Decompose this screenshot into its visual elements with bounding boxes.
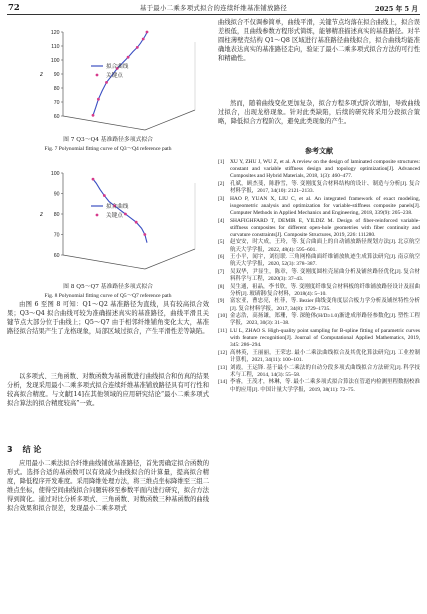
x-axis-line bbox=[63, 116, 145, 130]
section-title: 结 论 bbox=[22, 445, 42, 454]
key-point-marker bbox=[103, 194, 106, 197]
z-tick-label: 60 bbox=[53, 114, 60, 120]
figure-7-caption-en: Fig. 7 Polynomial fitting curve of Q3～Q4 reference path bbox=[44, 146, 172, 152]
reference-item bbox=[218, 254, 420, 268]
key-point-marker bbox=[124, 213, 127, 216]
z-tick-label: 70 bbox=[53, 232, 60, 239]
y-axis-line bbox=[145, 110, 195, 130]
reference-text: SHAFIGHFARD T, DEMIR E, YILDIZ M. Design of fiber-reinforced variable-stiffness composites for different open-hole geometries with fiber continuity and curvature constraints[J]. Composite Structures, 2019, 226: 111280. bbox=[230, 217, 420, 238]
reference-number: [14] bbox=[218, 379, 228, 386]
reference-number: [4] bbox=[218, 217, 225, 224]
legend-key-label: 关键点 bbox=[106, 213, 123, 219]
reference-item bbox=[218, 328, 420, 349]
section-number: 3 bbox=[7, 445, 13, 454]
reference-list bbox=[218, 159, 420, 394]
reference-item bbox=[218, 284, 420, 298]
reference-text: 吴生通，祖晶，李书欣，等. 变刚度纤维复合材料板的纤维铺放路径设计及屈曲分析[J]. 玻璃钢/复合材料，2018(4): 5–10. bbox=[230, 283, 420, 297]
right-column bbox=[218, 18, 420, 612]
reference-item bbox=[218, 269, 420, 283]
key-point-marker bbox=[136, 46, 139, 49]
z-tick-label: 100 bbox=[50, 171, 60, 177]
reference-text: 吴双华，尹显生，陈章，等. 变刚度圆柱壳屈曲分析及铺丝路径优化[J]. 复合材料科学与工程，2020(3): 37–43. bbox=[230, 268, 420, 283]
z-tick-label: 60 bbox=[53, 253, 60, 259]
body-paragraph-1: 由图 6 至图 8 可知：Q1～Q2 基准路径为直线，具有较高拟合效果；Q3～Q4 拟合曲线可较为准确描述真实的基准路径，曲线平滑且关键节点大部分位于曲线上；Q5～Q7 由于相邻纤维铺角变化太大，基准路径拟合结果产生了龙格现象，局部区域过拟合，产生平滑性差等缺陷。 bbox=[7, 301, 209, 336]
reference-number: [1] bbox=[218, 159, 225, 165]
legend-key-label: 关键点 bbox=[106, 73, 123, 79]
reference-number: [3] bbox=[218, 195, 225, 202]
reference-item bbox=[218, 218, 420, 239]
figure-7-chart bbox=[7, 18, 209, 144]
key-point-marker bbox=[143, 233, 146, 236]
z-axis-label: z bbox=[40, 72, 43, 78]
y-axis-line bbox=[145, 249, 195, 269]
legend-fit-label: 拟合曲线 bbox=[106, 64, 129, 70]
reference-item bbox=[218, 159, 420, 180]
key-point-marker bbox=[105, 81, 108, 84]
legend-fit-label: 拟合曲线 bbox=[106, 204, 129, 210]
z-tick-label: 120 bbox=[50, 30, 60, 36]
reference-text: 王小平，闻宇，刘衍联. 三角网格曲面纤维铺放轨迹生成算法研究[J]. 南京航空航天大学学报，2020, 52(3): 378–387. bbox=[230, 254, 420, 268]
reference-text: XU Y, ZHU J, WU Z, et al. A review on the design of laminated composite structures: constant and variable stiffness design and topology optimization[J]. Advanced Composites and Hybrid Materials, 2018, 1(3): 460–477. bbox=[230, 159, 420, 180]
page-header bbox=[0, 0, 427, 16]
figure-8-caption-zh: 图 8 Q5～Q7 基准路径多项式拟合 bbox=[63, 284, 153, 290]
key-point-marker bbox=[135, 221, 138, 224]
z-tick-label: 90 bbox=[53, 191, 60, 198]
reference-number: [13] bbox=[218, 364, 228, 371]
figure-7 bbox=[7, 18, 209, 163]
key-point-marker bbox=[92, 178, 95, 181]
page-number: 72 bbox=[8, 3, 20, 13]
z-tick-label: 80 bbox=[53, 86, 60, 92]
reference-text: 高林英，王丽丽，王荣忠. 最小二乘法曲线拟合及其优化算法研究[J]. 工业控制计算机，2021, 34(11): 100–101. bbox=[230, 349, 420, 364]
z-tick-label: 100 bbox=[50, 58, 60, 64]
key-point-marker bbox=[146, 31, 149, 34]
left-column bbox=[7, 18, 209, 612]
key-point-marker bbox=[142, 38, 145, 41]
z-tick-label: 90 bbox=[53, 72, 60, 78]
reference-item bbox=[218, 239, 420, 253]
reference-text: 刘霞，王运锋. 基于最小二乘法的自动分段多项式曲线拟合方法研究[J]. 科学技术与工程，2014, 14(3): 55–58. bbox=[230, 364, 420, 378]
x-axis-line bbox=[63, 255, 145, 269]
z-tick-label: 80 bbox=[53, 212, 60, 218]
legend-key-swatch bbox=[96, 214, 99, 217]
reference-item bbox=[218, 298, 420, 312]
z-tick-label: 110 bbox=[51, 44, 60, 50]
references-heading: 参考文献 bbox=[305, 147, 333, 155]
reference-number: [8] bbox=[218, 283, 225, 290]
conclusion-paragraph: 应用最小二乘法拟合纤维曲线铺放基准路径，首先需确定拟合函数的形式。选择合适的基函数可以有效减少曲线拟合的计算量，提高拟合精度，降低程序开发难度。采用降维处理方法，将三维点坐标降维至三组二维点坐标，使得空间曲线拟合问题转移至参数平面内进行研究，拟合方法得到简化。通过对比分析多项式、三角函数、对数函数三种基函数的曲线拟合效果和拟合误差，发现最小二乘多项式 bbox=[7, 460, 209, 513]
running-title: 基于最小二乘多项式拟合的连续纤维基准铺放路径 bbox=[139, 4, 288, 12]
conclusion-continued: 曲线拟合不仅调参简单，曲线平滑，关键节点均落在拟合曲线上，拟合误差极低，且曲线参数方程形式简练，能够精准描述真实的基准路径。对半圆柱薄壁壳结构 Q1～Q8 区域进行基准路径曲线拟合，拟合曲线均能准确地表达真实的基准路径走向，验证了最小二乘多项式拟合方法的可行性和精确性。 bbox=[218, 19, 420, 63]
figure-8 bbox=[7, 161, 209, 311]
key-point-marker bbox=[92, 114, 95, 117]
section-heading-conclusion bbox=[7, 444, 41, 455]
reference-text: 金志浩，高扬谦，郑珊，等. 深舱体(H/D≥1.0)渐进成形路径参数化[J]. 塑性工程学报，2023, 30(3): 31–38. bbox=[230, 313, 420, 327]
header-rule bbox=[7, 14, 420, 15]
reference-text: LU L, ZHAO S. High-quality point sampling for B-spline fitting of parametric curves with feature recognition[J]. Journal of Computational Applied Mathematics, 2019, 345: 286–294. bbox=[230, 327, 420, 349]
figure-7-caption-zh: 图 7 Q3～Q4 基准路径多项式拟合 bbox=[63, 137, 153, 143]
reference-text: 赵安安，时大成，王玲，等. 复合曲面上的自动铺放路径规划方法[J]. 北京航空航天大学学报，2022, 48(4): 595–601. bbox=[230, 239, 420, 253]
body-paragraph-2: 以多项式、三角函数、对数函数为基函数进行曲线拟合和仿真的结果分析，发现采用最小二乘多项式拟合连续纤维基准铺放路径具有可行性和较高拟合精度。与文献[14]在其他领域的应用研究结论“最小二乘多项式拟合算法的拟合精度较高”一致。 bbox=[7, 373, 209, 408]
reference-number: [10] bbox=[218, 313, 228, 320]
reference-item bbox=[218, 313, 420, 327]
issue-date: 2025 年 5 月 bbox=[374, 5, 418, 13]
reference-number: [7] bbox=[218, 268, 225, 275]
z-axis-label: z bbox=[40, 212, 43, 218]
figure-8-caption-en: Fig. 8 Polynomial fitting curve of Q5～Q7 reference path bbox=[44, 293, 172, 299]
reference-item bbox=[218, 181, 420, 195]
reference-text: 李睿，王茂才，林琳，等. 最小二乘多项式拟合算法在管道内检测里程数据校准中的应用[J]. 中国计量大学学报，2019, 38(11): 72–75. bbox=[230, 379, 420, 393]
key-point-marker bbox=[97, 98, 100, 101]
reference-number: [6] bbox=[218, 254, 225, 261]
key-point-marker bbox=[127, 56, 130, 59]
fit-curve-line bbox=[93, 179, 147, 243]
z-tick-label: 70 bbox=[53, 100, 60, 106]
reference-text: 孔斌，顾杰斐，陈静雪，等. 变刚度复合材料结构的设计、制造与分析[J]. 复合材料学报，2017, 34(10): 2121–2133. bbox=[230, 180, 420, 195]
reference-number: [5] bbox=[218, 239, 225, 246]
reference-number: [9] bbox=[218, 298, 225, 305]
reference-text: HAO P, YUAN X, LIU C, et al. An integrated framework of exact modeling, isogeometric analysis and optimization for variable-stiffness composite panels[J]. Computer Methods in Applied Mechanics and Engineering, 2018, 339(9): 205–238. bbox=[230, 195, 420, 216]
reference-item bbox=[218, 365, 420, 379]
figure-8-chart bbox=[7, 161, 209, 291]
reference-number: [11] bbox=[218, 327, 227, 334]
reference-number: [2] bbox=[218, 180, 225, 187]
reference-item bbox=[218, 379, 420, 393]
reference-item bbox=[218, 350, 420, 364]
legend-key-swatch bbox=[96, 74, 99, 77]
reference-text: 富宏亚，曹忠亮，杜菲，等. Bezier 曲线变角度层合板力学分析及铺丝特性分析[J]. 复合材料学报，2017, 34(8): 1729–1735. bbox=[230, 298, 420, 312]
reference-number: [12] bbox=[218, 349, 228, 356]
reference-item bbox=[218, 196, 420, 217]
conclusion-limitations: 然而，随着曲线变化更加复杂，拟合方程多项式阶次增加，导致曲线过拟合，出现龙格现象。针对此类缺陷，后续的研究将采用分段拟合策略，降低拟合方程阶次，避免此类现象的产生。 bbox=[218, 100, 420, 126]
